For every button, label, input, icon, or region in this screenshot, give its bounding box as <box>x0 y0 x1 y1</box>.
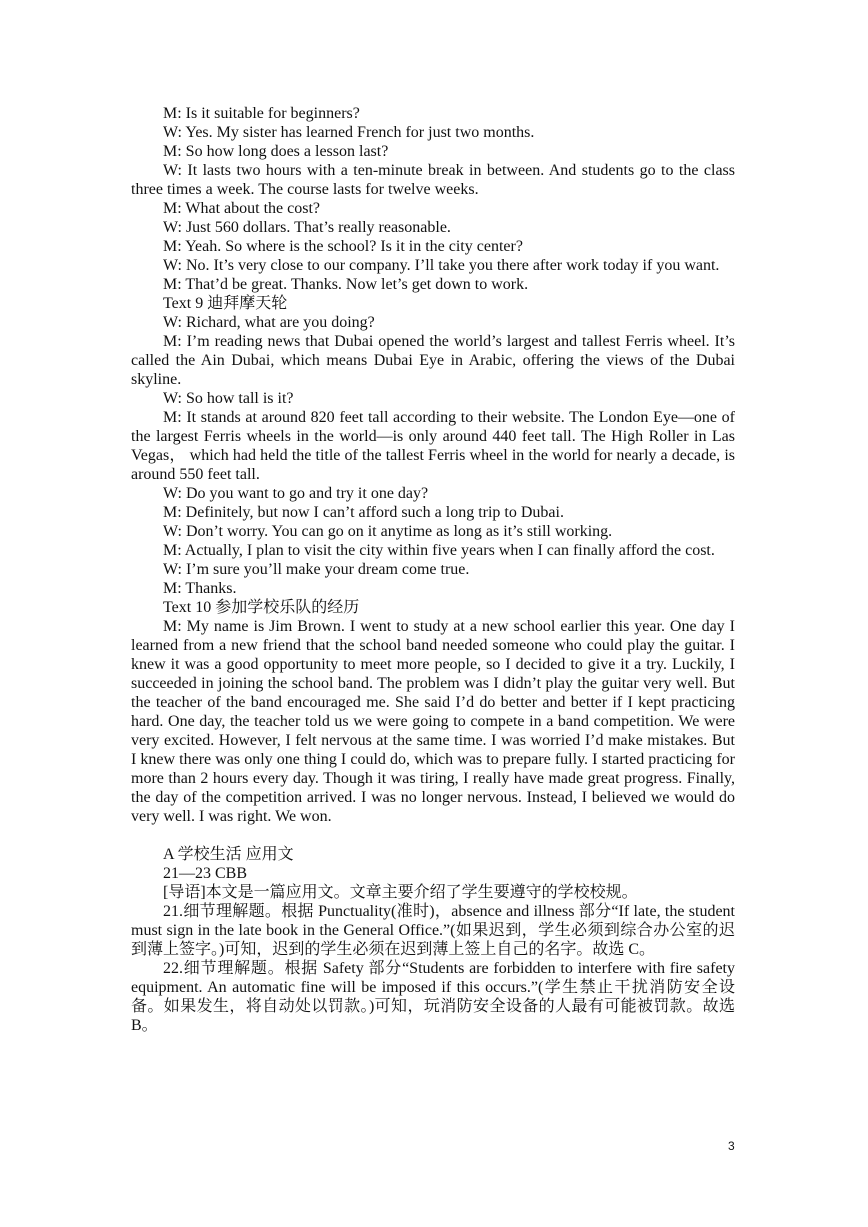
dialogue-line: M: Actually, I plan to visit the city within five years when I can finally afford the cost. <box>163 542 715 559</box>
dialogue-line: W: So how tall is it? <box>163 390 294 407</box>
dialogue-line: M: Thanks. <box>163 580 237 597</box>
page-number: 3 <box>728 1139 735 1153</box>
dialogue-line: W: It lasts two hours with a ten-minute break in between. And students go to the class three times a week. The course lasts for twelve weeks. <box>131 162 735 198</box>
explanation-paragraph: 21.细节理解题。根据 Punctuality(准时)，absence and illness 部分“If late, the student must sign in the late book in the General Office.”(如果迟到，学生必须到综合办公室的迟到薄上签字。)可知，迟到的学生必须在迟到薄上签上自己的名字。故选 C。 <box>131 903 735 958</box>
dialogue-line: W: I’m sure you’ll make your dream come true. <box>163 561 470 578</box>
dialogue-line: W: Yes. My sister has learned French for just two months. <box>163 124 535 141</box>
section-heading: Text 9 迪拜摩天轮 <box>163 295 288 312</box>
paragraph-gap <box>131 826 735 845</box>
intro-note: [导语]本文是一篇应用文。文章主要介绍了学生要遵守的学校校规。 <box>163 884 638 901</box>
dialogue-line: M: What about the cost? <box>163 200 320 217</box>
section-heading: A 学校生活 应用文 <box>163 846 294 863</box>
dialogue-line: M: I’m reading news that Dubai opened the world’s largest and tallest Ferris wheel. It’s called the Ain Dubai, which means Dubai Eye in Arabic, offering the views of the Dubai skyline. <box>131 333 735 388</box>
answer-key: 21—23 CBB <box>163 865 248 882</box>
dialogue-line: M: That’d be great. Thanks. Now let’s get down to work. <box>163 276 529 293</box>
dialogue-line: M: So how long does a lesson last? <box>163 143 389 160</box>
dialogue-line: W: Do you want to go and try it one day? <box>163 485 429 502</box>
dialogue-line: W: No. It’s very close to our company. I’ll take you there after work today if you want. <box>163 257 720 274</box>
dialogue-line: W: Don’t worry. You can go on it anytime as long as it’s still working. <box>163 523 613 540</box>
dialogue-line: M: It stands at around 820 feet tall according to their website. The London Eye—one of the largest Ferris wheels in the world—is only around 440 feet tall. The High Roller in Las Vegas， which had held the title of the tallest Ferris wheel in the world for nearly a decade, is around 550 feet tall. <box>131 409 736 483</box>
explanation-paragraph: 22.细节理解题。根据 Safety 部分“Students are forbidden to interfere with fire safety equipment. An automatic fine will be imposed if this occurs.”(学生禁止干扰消防安全设备。如果发生，将自动处以罚款。)可知，玩消防安全设备的人最有可能被罚款。故选 B。 <box>131 960 735 1034</box>
document-body <box>131 104 735 1035</box>
monologue-paragraph: M: My name is Jim Brown. I went to study at a new school earlier this year. One day I learned from a new friend that the school band needed someone who could play the guitar. I knew it was a good opportunity to meet more people, so I decided to give it a try. Luckily, I succeeded in joining the school band. The problem was I didn’t play the guitar very well. But the teacher of the band encouraged me. She said I’d do better and better if I kept practicing hard. One day, the teacher told us we were going to compete in a band competition. We were very excited. However, I felt nervous at the same time. I was worried I’d make mistakes. But I knew there was only one thing I could do, which was to prepare fully. I started practicing for more than 2 hours every day. Though it was tiring, I really have made great progress. Finally, the day of the competition arrived. I was no longer nervous. Instead, I believed we would do very well. I was right. We won. <box>131 618 735 825</box>
dialogue-line: M: Is it suitable for beginners? <box>163 105 360 122</box>
dialogue-line: M: Yeah. So where is the school? Is it in the city center? <box>163 238 523 255</box>
dialogue-line: M: Definitely, but now I can’t afford such a long trip to Dubai. <box>163 504 564 521</box>
dialogue-line: W: Richard, what are you doing? <box>163 314 375 331</box>
section-heading: Text 10 参加学校乐队的经历 <box>163 599 360 616</box>
dialogue-line: W: Just 560 dollars. That’s really reasonable. <box>163 219 451 236</box>
